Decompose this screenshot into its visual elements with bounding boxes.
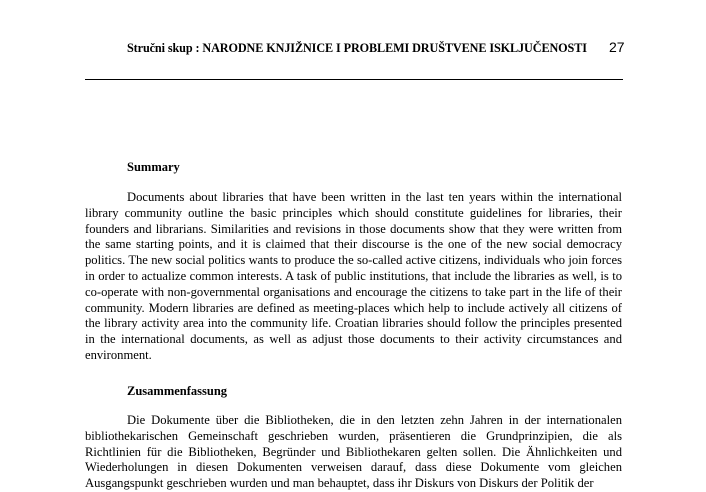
page-number: 27	[609, 39, 625, 55]
summary-paragraph: Documents about libraries that have been written in the last ten years within the international library community outline the basic principles which should constitute guidelines for libraries, their founders and librarians. Similarities and revisions in those documents show that they were written from the same starting points, and it is claimed that their discourse is the one of the new social democracy politics. The new social politics wants to produce the so-called active citizens, individuals who join forces in order to actualize common interests. A task of public institutions, that include the libraries as well, is to co-operate with non-governmental organisations and encourage the citizens to take part in the life of their community. Modern libraries are defined as meeting-places which help to include actively all citizens of the library activity area into the community life. Croatian libraries should follow the principles presented in the international documents, as well as adjust those documents to their activity circumstances and environment.	[85, 190, 622, 362]
header-divider	[85, 79, 623, 80]
summary-heading: Summary	[127, 160, 180, 174]
running-header-title: Stručni skup : NARODNE KNJIŽNICE I PROBLEMI DRUŠTVENE ISKLJUČENOSTI	[127, 41, 587, 55]
zusammenfassung-paragraph: Die Dokumente über die Bibliotheken, die in den letzten zehn Jahren in der internationalen bibliothekarischen Gemeinschaft geschrieben wurden, präsentieren die Grundprinzipien, die als Richtlinien für die Bibliotheken, Begründer und Bibliothekaren gelten sollen. Die Ähnlichkeiten und Wiederholungen in diesen Dokumenten verweisen darauf, dass diese Dokumente vom gleichen Ausgangspunkt geschrieben wurden und man behauptet, dass ihr Diskurs von Diskurs der Politik der	[85, 413, 622, 491]
zusammenfassung-heading: Zusammenfassung	[127, 384, 228, 398]
